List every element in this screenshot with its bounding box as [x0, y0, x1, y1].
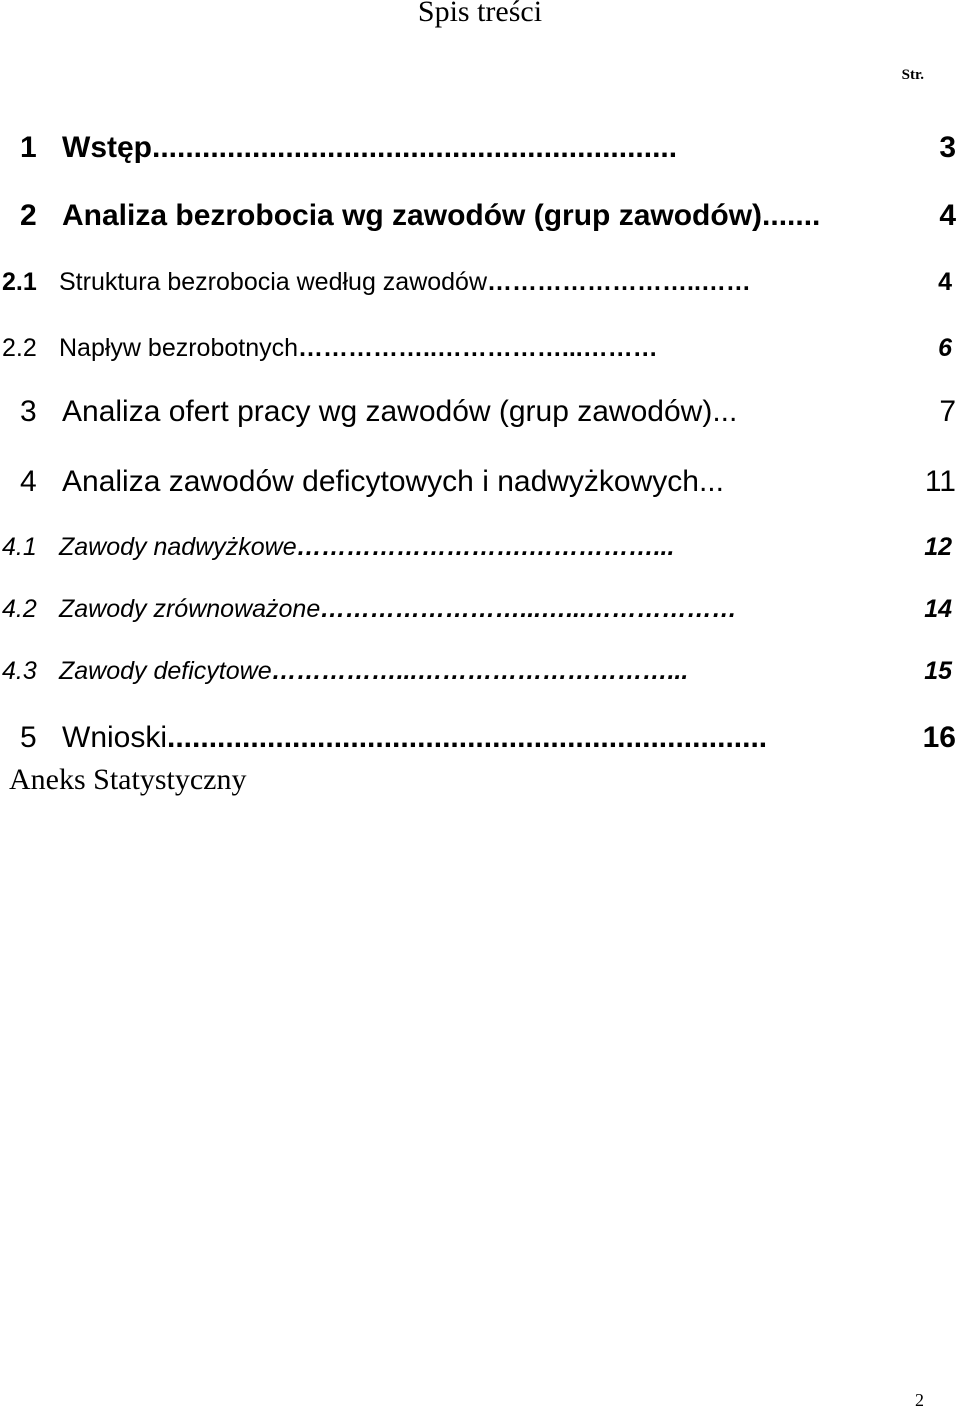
toc-entry-title: Analiza bezrobocia wg zawodów (grup zawodów)....... [62, 199, 821, 232]
toc-entry-page: 6 [938, 334, 952, 362]
toc-entry-dots: ... [698, 465, 724, 498]
toc-entry-number: 1 [20, 131, 37, 164]
annex-heading[interactable]: Aneks Statystyczny [9, 763, 247, 796]
toc-entry-number: 2 [20, 199, 37, 232]
page-column-label: Str. [901, 67, 924, 83]
toc-entry-page: 15 [924, 657, 952, 685]
toc-entry-dots: ....... [762, 199, 821, 232]
toc-entry-page: 11 [924, 465, 956, 498]
toc-entry-dots: ……………...…………………………... [271, 657, 689, 685]
toc-entry-dots: ... [712, 395, 738, 428]
toc-entry-title: Analiza zawodów deficytowych i nadwyżkowych... [62, 465, 724, 498]
toc-entry-2-1[interactable] [0, 267, 960, 297]
toc-entry-4[interactable] [0, 464, 960, 500]
toc-entry-number: 4.1 [2, 533, 37, 561]
toc-entry-dots: ……………………..…… [487, 268, 751, 296]
toc-entry-number: 4.3 [2, 657, 37, 685]
toc-entry-4-1[interactable] [0, 532, 960, 562]
toc-entry-4-2[interactable] [0, 594, 960, 624]
toc-entry-number: 5 [20, 721, 37, 754]
toc-entry-dots: ……………..……………...……… [298, 334, 658, 362]
toc-entry-page: 7 [939, 395, 956, 428]
toc-entry-4-3[interactable] [0, 656, 960, 686]
toc-entry-number: 2.1 [2, 268, 37, 296]
toc-entry-page: 4 [939, 199, 956, 232]
toc-entry-dots: ........................................................................ [167, 721, 768, 754]
toc-entry-page: 16 [922, 721, 956, 754]
toc-entry-title: Zawody nadwyżkowe……………………….……………... [59, 533, 675, 561]
toc-entry-dots: ............................................................... [152, 131, 678, 164]
toc-entry-dots: ……………………...…...……………… [320, 595, 737, 623]
toc-entry-3[interactable] [0, 394, 960, 430]
toc-entry-title: Wnioski........................................................................ [62, 721, 768, 754]
toc-entry-page: 12 [924, 533, 952, 561]
page-number: 2 [915, 1390, 924, 1410]
toc-entry-dots: ……………………….……………... [296, 533, 675, 561]
toc-entry-title: Struktura bezrobocia według zawodów……………………..…… [59, 268, 751, 296]
toc-entry-page: 3 [939, 131, 956, 164]
toc-entry-title: Zawody zrównoważone……………………...…...……………… [59, 595, 737, 623]
toc-entry-5[interactable] [0, 720, 960, 756]
toc-entry-title: Zawody deficytowe……………...…………………………... [59, 657, 689, 685]
toc-entry-number: 2.2 [2, 334, 37, 362]
toc-entry-number: 4.2 [2, 595, 37, 623]
page-title: Spis treści [417, 0, 543, 28]
toc-entry-number: 4 [20, 465, 37, 498]
toc-entry-1[interactable] [0, 130, 960, 166]
toc-entry-title: Wstęp............................................................... [62, 131, 678, 164]
toc-entry-2-2[interactable] [0, 333, 960, 363]
toc-entry-title: Napływ bezrobotnych……………..……………...……… [59, 334, 658, 362]
toc-entry-page: 14 [924, 595, 952, 623]
toc-entry-number: 3 [20, 395, 37, 428]
toc-entry-2[interactable] [0, 198, 960, 234]
toc-entry-page: 4 [938, 268, 952, 296]
toc-entry-title: Analiza ofert pracy wg zawodów (grup zawodów)... [62, 395, 738, 428]
